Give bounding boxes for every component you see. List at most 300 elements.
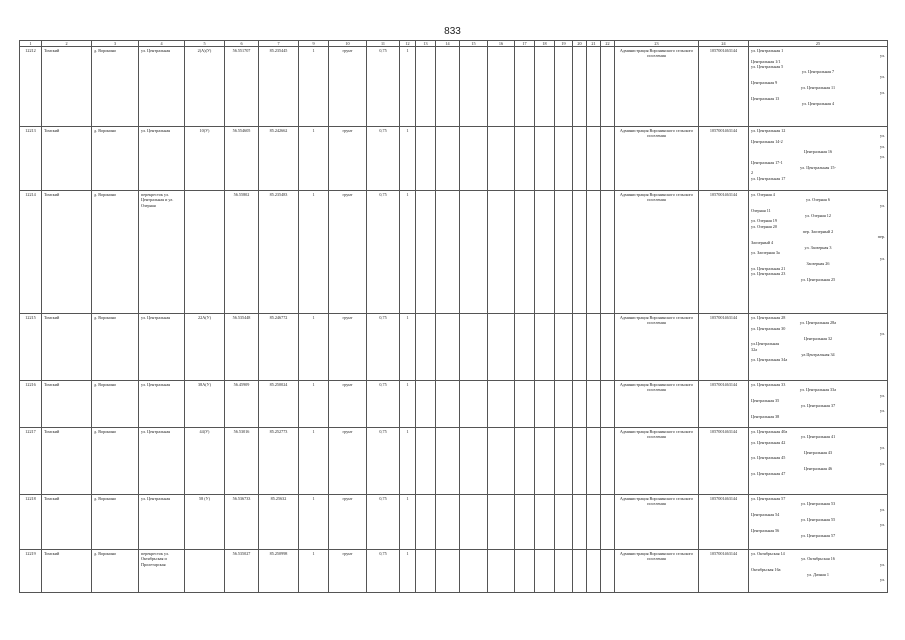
cell-empty [573, 127, 587, 191]
cell-empty [515, 550, 535, 593]
cell-lat: 56.45909 [225, 381, 259, 428]
cell-empty [587, 495, 601, 550]
cell-empty [488, 314, 515, 381]
cell-empty [573, 47, 587, 127]
column-header: 25 [749, 41, 888, 47]
address-line: Центральная 43 [803, 450, 833, 456]
address-line: ул. Озерная 20 [751, 223, 777, 229]
address-line: ул. Центральная 17 [751, 175, 786, 181]
cell-surface: грунт [329, 428, 367, 495]
address-line: ул. [879, 408, 885, 414]
cell-empty [535, 381, 555, 428]
cell-district: Томский [42, 550, 92, 593]
cell-ogrn: 1057001463144 [699, 495, 749, 550]
cell-lat: 56.536733 [225, 495, 259, 550]
cell-settlement: д. Воронино [92, 381, 139, 428]
address-line: ул. Октябрьская 16 [801, 556, 835, 562]
address-line: ул. Центральная 15- [800, 165, 836, 171]
cell-empty [535, 495, 555, 550]
cell-empty [488, 381, 515, 428]
cell-empty [573, 550, 587, 593]
cell-district: Томский [42, 428, 92, 495]
cell-settlement: д. Воронино [92, 550, 139, 593]
address-line: Октябрьская 16а [751, 566, 781, 572]
cell-empty [601, 314, 615, 381]
cell-empty [535, 191, 555, 314]
cell-street: ул. Центральная [139, 314, 185, 381]
cell-empty [460, 381, 488, 428]
cell-empty [515, 381, 535, 428]
address-line: ул. Центральная 21 [751, 266, 786, 272]
address-line: ул. [879, 460, 885, 466]
cell-surface: грунт [329, 381, 367, 428]
address-line: ул. Центральная 11 [800, 85, 836, 91]
table-row [20, 47, 888, 127]
cell-addresses [749, 191, 888, 314]
cell-lat: 56.535448 [225, 314, 259, 381]
cell-location [185, 191, 225, 314]
address-line: Центральная 32 [803, 336, 833, 342]
address-line: ул.Центральная [751, 341, 780, 347]
column-header: 23 [615, 41, 699, 47]
cell-empty [601, 495, 615, 550]
cell-empty [601, 381, 615, 428]
cell-empty [515, 191, 535, 314]
cell-empty [436, 550, 460, 593]
cell-id: 12214 [20, 191, 42, 314]
address-line: ул. [879, 202, 885, 208]
cell-empty [436, 428, 460, 495]
cell-c9: 1 [299, 428, 329, 495]
cell-addresses [749, 550, 888, 593]
cell-location [185, 550, 225, 593]
cell-area: 0,75 [367, 47, 400, 127]
cell-location: 22А(У) [185, 314, 225, 381]
cell-location: 2(А)(У) [185, 47, 225, 127]
cell-empty [555, 550, 573, 593]
cell-lat: 56.55802 [225, 191, 259, 314]
cell-id: 12219 [20, 550, 42, 593]
cell-area: 0,75 [367, 495, 400, 550]
cell-ogrn: 1057001463144 [699, 381, 749, 428]
address-line: ул. [879, 255, 885, 261]
address-line: ул. Центральная 40а [751, 429, 788, 434]
address-line: ул. Центральная 28а [799, 320, 837, 326]
cell-empty [587, 191, 601, 314]
address-line: ул. Центральная 57 [800, 533, 836, 539]
address-line: ул. Центральная 41 [800, 434, 836, 440]
cell-lon: 85.242662 [259, 127, 299, 191]
column-header: 10 [329, 41, 367, 47]
cell-empty [460, 191, 488, 314]
cell-c12: 1 [400, 428, 416, 495]
cell-district: Томский [42, 191, 92, 314]
registry-table [19, 40, 888, 593]
address-line: 32а [751, 346, 758, 352]
address-line: ул. Центральная 5 [751, 63, 784, 69]
cell-ogrn: 1057001463144 [699, 314, 749, 381]
page-number: 833 [444, 26, 461, 37]
cell-empty [416, 191, 436, 314]
cell-addresses [749, 428, 888, 495]
address-line: ул. [879, 392, 885, 398]
address-line: ул. Центральная 42 [751, 439, 786, 445]
cell-empty [587, 428, 601, 495]
cell-id: 12215 [20, 314, 42, 381]
address-line: Центральная 14-2 [751, 138, 783, 144]
cell-empty [555, 314, 573, 381]
cell-street: перекресток ул. Октябрьская и Пролетарская [139, 550, 185, 593]
cell-empty [488, 550, 515, 593]
address-line: ул. Центральная 30 [751, 325, 786, 331]
table-row [20, 314, 888, 381]
table-row [20, 550, 888, 593]
cell-street: перекресток ул. Центральная и ул. Озерная [139, 191, 185, 314]
cell-empty [436, 495, 460, 550]
column-header: 2 [42, 41, 92, 47]
address-line: ул.Центральная 34 [801, 352, 835, 358]
cell-ogrn: 1057001463144 [699, 191, 749, 314]
cell-empty [436, 47, 460, 127]
cell-empty [573, 381, 587, 428]
cell-street: ул. Центральная [139, 428, 185, 495]
cell-c9: 1 [299, 47, 329, 127]
column-header: 13 [416, 41, 436, 47]
address-line: ул. [879, 154, 885, 160]
address-line: Центральная 13 [751, 95, 780, 101]
cell-empty [515, 127, 535, 191]
cell-c9: 1 [299, 550, 329, 593]
cell-empty [601, 127, 615, 191]
address-line: Центральная 54 [751, 511, 780, 517]
cell-surface: грунт [329, 314, 367, 381]
cell-addresses [749, 495, 888, 550]
cell-ogrn: 1057001463144 [699, 47, 749, 127]
cell-empty [460, 550, 488, 593]
column-header: 6 [225, 41, 259, 47]
cell-surface: грунт [329, 550, 367, 593]
cell-empty [535, 127, 555, 191]
cell-lat: 56.53016 [225, 428, 259, 495]
cell-district: Томский [42, 47, 92, 127]
address-line: ул. Озерная 6 [806, 197, 830, 203]
cell-empty [460, 495, 488, 550]
cell-empty [555, 127, 573, 191]
cell-empty [535, 550, 555, 593]
cell-c12: 1 [400, 550, 416, 593]
address-line: Центральная 35 [751, 397, 780, 403]
cell-surface: грунт [329, 127, 367, 191]
cell-owner: Администрация Воронинского сельского поселения [615, 314, 699, 381]
cell-c12: 1 [400, 314, 416, 381]
cell-empty [416, 381, 436, 428]
cell-owner: Администрация Воронинского сельского поселения [615, 47, 699, 127]
cell-c9: 1 [299, 495, 329, 550]
cell-surface: грунт [329, 47, 367, 127]
address-line: ул. Центральная 1 [751, 48, 784, 53]
address-line: ул. Озерная 19 [751, 218, 777, 224]
address-line: ул. [879, 143, 885, 149]
cell-empty [488, 47, 515, 127]
cell-empty [601, 47, 615, 127]
cell-owner: Администрация Воронинского сельского поселения [615, 550, 699, 593]
address-line: Центральная 38 [751, 413, 780, 419]
cell-empty [488, 428, 515, 495]
cell-empty [515, 428, 535, 495]
address-line: ул. Центральная 28 [751, 315, 786, 320]
cell-lat: 56.535027 [225, 550, 259, 593]
address-line: ул. [879, 506, 885, 512]
address-line: ул. Центральная 45 [751, 455, 786, 461]
address-line: ул. [879, 74, 885, 80]
cell-empty [555, 381, 573, 428]
cell-empty [460, 127, 488, 191]
cell-c12: 1 [400, 191, 416, 314]
address-line: Центральная 1/1 [751, 58, 781, 64]
cell-ogrn: 1057001463144 [699, 428, 749, 495]
cell-empty [587, 550, 601, 593]
address-line: Озерная 11 [751, 207, 771, 213]
cell-c9: 1 [299, 191, 329, 314]
cell-area: 0,75 [367, 550, 400, 593]
cell-c12: 1 [400, 47, 416, 127]
address-line: ул. Центральная 37 [800, 403, 836, 409]
cell-area: 0,75 [367, 314, 400, 381]
cell-settlement: д. Воронино [92, 495, 139, 550]
cell-empty [460, 47, 488, 127]
column-header: 7 [259, 41, 299, 47]
cell-area: 0,75 [367, 428, 400, 495]
cell-empty [587, 314, 601, 381]
cell-lat: 56.554605 [225, 127, 259, 191]
address-line: ул. Центральная 4 [801, 100, 835, 106]
cell-id: 12218 [20, 495, 42, 550]
cell-empty [416, 47, 436, 127]
cell-district: Томский [42, 314, 92, 381]
cell-location: 44(У) [185, 428, 225, 495]
cell-empty [488, 127, 515, 191]
address-line: ул. Заозерная 3а [751, 250, 780, 256]
address-line: ул. Центральная 12 [751, 128, 786, 133]
cell-settlement: д. Воронино [92, 191, 139, 314]
cell-street: ул. Центральная [139, 495, 185, 550]
cell-c9: 1 [299, 381, 329, 428]
cell-addresses [749, 381, 888, 428]
cell-lon: 85.252773 [259, 428, 299, 495]
cell-empty [515, 314, 535, 381]
table-body [20, 47, 888, 593]
cell-empty [555, 191, 573, 314]
cell-settlement: д. Воронино [92, 428, 139, 495]
address-line: Центральная 17-1 [751, 159, 783, 165]
address-line: ул. Центральная 33а [799, 387, 837, 393]
address-line: ул. Центральная 7 [801, 69, 835, 75]
address-line: ул. [879, 444, 885, 450]
cell-addresses [749, 127, 888, 191]
cell-id: 12212 [20, 47, 42, 127]
cell-empty [436, 381, 460, 428]
cell-lat: 56.551707 [225, 47, 259, 127]
cell-empty [601, 550, 615, 593]
column-header: 3 [92, 41, 139, 47]
column-header: 17 [515, 41, 535, 47]
cell-location: 10(У) [185, 127, 225, 191]
cell-empty [587, 47, 601, 127]
cell-lon: 85.235445 [259, 47, 299, 127]
cell-empty [535, 428, 555, 495]
cell-c12: 1 [400, 495, 416, 550]
cell-street: ул. Центральная [139, 47, 185, 127]
address-line: ул. Центральная 33 [751, 382, 786, 387]
cell-empty [515, 47, 535, 127]
cell-empty [416, 495, 436, 550]
cell-area: 0,75 [367, 191, 400, 314]
address-line: ул. Озерная 12 [805, 213, 831, 219]
cell-location: 38А(У) [185, 381, 225, 428]
table-row [20, 495, 888, 550]
cell-lon: 85.246772 [259, 314, 299, 381]
cell-lon: 85.235483 [259, 191, 299, 314]
cell-settlement: д. Воронино [92, 127, 139, 191]
cell-lon: 85.250024 [259, 381, 299, 428]
address-line: Заозерная 26 [806, 260, 830, 266]
address-line: ул. [879, 330, 885, 336]
cell-empty [535, 47, 555, 127]
address-line: Центральная 56 [751, 527, 780, 533]
cell-empty [555, 495, 573, 550]
address-line: ул. Центральная 34а [751, 357, 788, 363]
cell-owner: Администрация Воронинского сельского поселения [615, 191, 699, 314]
cell-street: ул. Центральная [139, 127, 185, 191]
cell-addresses [749, 47, 888, 127]
cell-empty [601, 428, 615, 495]
cell-empty [573, 495, 587, 550]
column-header: 16 [488, 41, 515, 47]
column-header: 12 [400, 41, 416, 47]
column-header: 9 [299, 41, 329, 47]
address-line: ул. [879, 53, 885, 59]
cell-c9: 1 [299, 314, 329, 381]
cell-empty [573, 428, 587, 495]
cell-settlement: д. Воронино [92, 47, 139, 127]
address-line: ул. Центральная 55 [800, 517, 836, 523]
cell-empty [416, 127, 436, 191]
address-line: 2 [751, 170, 754, 176]
column-header: 11 [367, 41, 400, 47]
address-line: пер. Заозерный 2 [802, 229, 834, 235]
cell-empty [436, 127, 460, 191]
column-header: 20 [573, 41, 587, 47]
cell-id: 12216 [20, 381, 42, 428]
address-line: ул. Дачная 1 [807, 572, 829, 578]
cell-district: Томский [42, 495, 92, 550]
cell-empty [535, 314, 555, 381]
table-row [20, 381, 888, 428]
address-line: ул. Озерная 4 [751, 192, 775, 197]
cell-empty [573, 314, 587, 381]
cell-district: Томский [42, 127, 92, 191]
cell-id: 12213 [20, 127, 42, 191]
address-line: ул. Центральная 53 [800, 501, 836, 507]
address-line: пер. [877, 234, 885, 240]
address-line: ул. [879, 90, 885, 96]
address-line: Центральная 46 [803, 466, 833, 472]
cell-owner: Администрация Воронинского сельского поселения [615, 381, 699, 428]
cell-surface: грунт [329, 191, 367, 314]
cell-empty [555, 428, 573, 495]
cell-empty [515, 495, 535, 550]
address-line: ул. [879, 577, 885, 583]
cell-area: 0,75 [367, 127, 400, 191]
cell-settlement: д. Воронино [92, 314, 139, 381]
cell-empty [416, 428, 436, 495]
address-line: ул. Заозерная 3 [804, 244, 832, 250]
cell-lon: 85.25632 [259, 495, 299, 550]
column-header: 5 [185, 41, 225, 47]
address-line: ул. Центральная 25 [800, 276, 836, 282]
cell-empty [555, 47, 573, 127]
column-header: 24 [699, 41, 749, 47]
column-header: 1 [20, 41, 42, 47]
address-line: Центральная 9 [751, 79, 778, 85]
address-line: ул. Центральная 23 [751, 271, 786, 277]
cell-empty [488, 191, 515, 314]
cell-empty [460, 314, 488, 381]
table-row [20, 428, 888, 495]
address-line: ул. Октябрьская 14 [751, 551, 785, 556]
column-header: 14 [436, 41, 460, 47]
cell-empty [416, 314, 436, 381]
address-line: ул. [879, 522, 885, 528]
address-line: Заозерный 4 [751, 239, 774, 245]
cell-c12: 1 [400, 127, 416, 191]
cell-id: 12217 [20, 428, 42, 495]
cell-district: Томский [42, 381, 92, 428]
column-header: 15 [460, 41, 488, 47]
cell-empty [436, 191, 460, 314]
cell-empty [573, 191, 587, 314]
address-line: ул. Центральная 57 [751, 496, 786, 501]
address-line: ул. [879, 133, 885, 139]
column-header: 18 [535, 41, 555, 47]
cell-empty [587, 127, 601, 191]
column-header: 4 [139, 41, 185, 47]
cell-empty [460, 428, 488, 495]
cell-location: 58 (У) [185, 495, 225, 550]
address-line: Центральная 16 [803, 149, 833, 155]
cell-area: 0,75 [367, 381, 400, 428]
table-row [20, 127, 888, 191]
cell-ogrn: 1057001463144 [699, 127, 749, 191]
cell-street: ул. Центральная [139, 381, 185, 428]
cell-empty [488, 495, 515, 550]
column-header: 21 [587, 41, 601, 47]
cell-empty [416, 550, 436, 593]
cell-owner: Администрация Воронинского сельского поселения [615, 127, 699, 191]
column-header: 22 [601, 41, 615, 47]
cell-ogrn: 1057001463144 [699, 550, 749, 593]
table-row [20, 191, 888, 314]
cell-addresses [749, 314, 888, 381]
address-line: ул. [879, 561, 885, 567]
cell-surface: грунт [329, 495, 367, 550]
cell-c9: 1 [299, 127, 329, 191]
address-line: ул. Центральная 47 [751, 471, 786, 477]
column-header: 19 [555, 41, 573, 47]
cell-owner: Администрация Воронинского сельского поселения [615, 428, 699, 495]
cell-empty [436, 314, 460, 381]
cell-empty [601, 191, 615, 314]
